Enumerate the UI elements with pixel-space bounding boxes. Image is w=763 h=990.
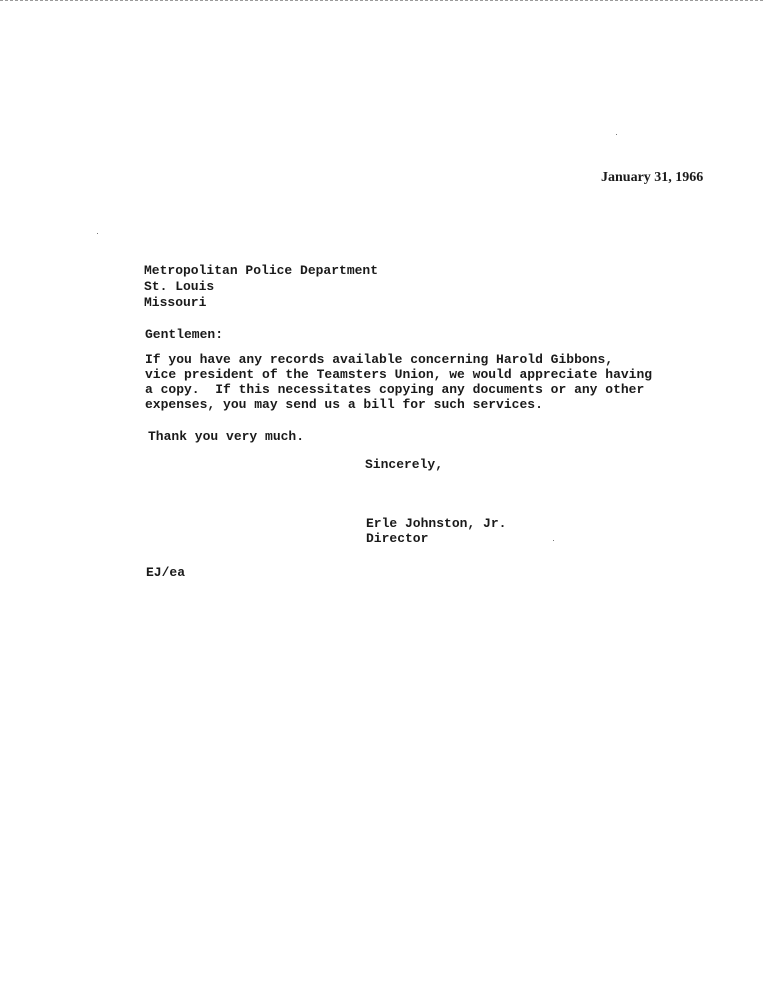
reference-initials: EJ/ea bbox=[146, 565, 186, 580]
thanks-line: Thank you very much. bbox=[148, 429, 305, 444]
recipient-name: Metropolitan Police Department bbox=[144, 263, 379, 278]
signatory-name: Erle Johnston, Jr. bbox=[366, 516, 507, 531]
body-line: If you have any records available concerning Harold Gibbons, bbox=[145, 352, 614, 367]
letter-date: January 31, 1966 bbox=[601, 170, 704, 185]
page-top-border bbox=[0, 0, 763, 1]
salutation: Gentlemen: bbox=[145, 327, 224, 342]
paper-speck bbox=[97, 233, 98, 234]
paper-speck bbox=[616, 134, 617, 135]
body-line: a copy. If this necessitates copying any documents or any other bbox=[145, 382, 645, 397]
body-line: expenses, you may send us a bill for such services. bbox=[145, 397, 543, 412]
recipient-state: Missouri bbox=[144, 295, 207, 310]
complimentary-close: Sincerely, bbox=[365, 457, 444, 472]
recipient-city: St. Louis bbox=[144, 279, 215, 294]
paper-speck bbox=[553, 540, 554, 541]
signatory-title: Director bbox=[366, 531, 429, 546]
body-line: vice president of the Teamsters Union, we would appreciate having bbox=[145, 367, 653, 382]
